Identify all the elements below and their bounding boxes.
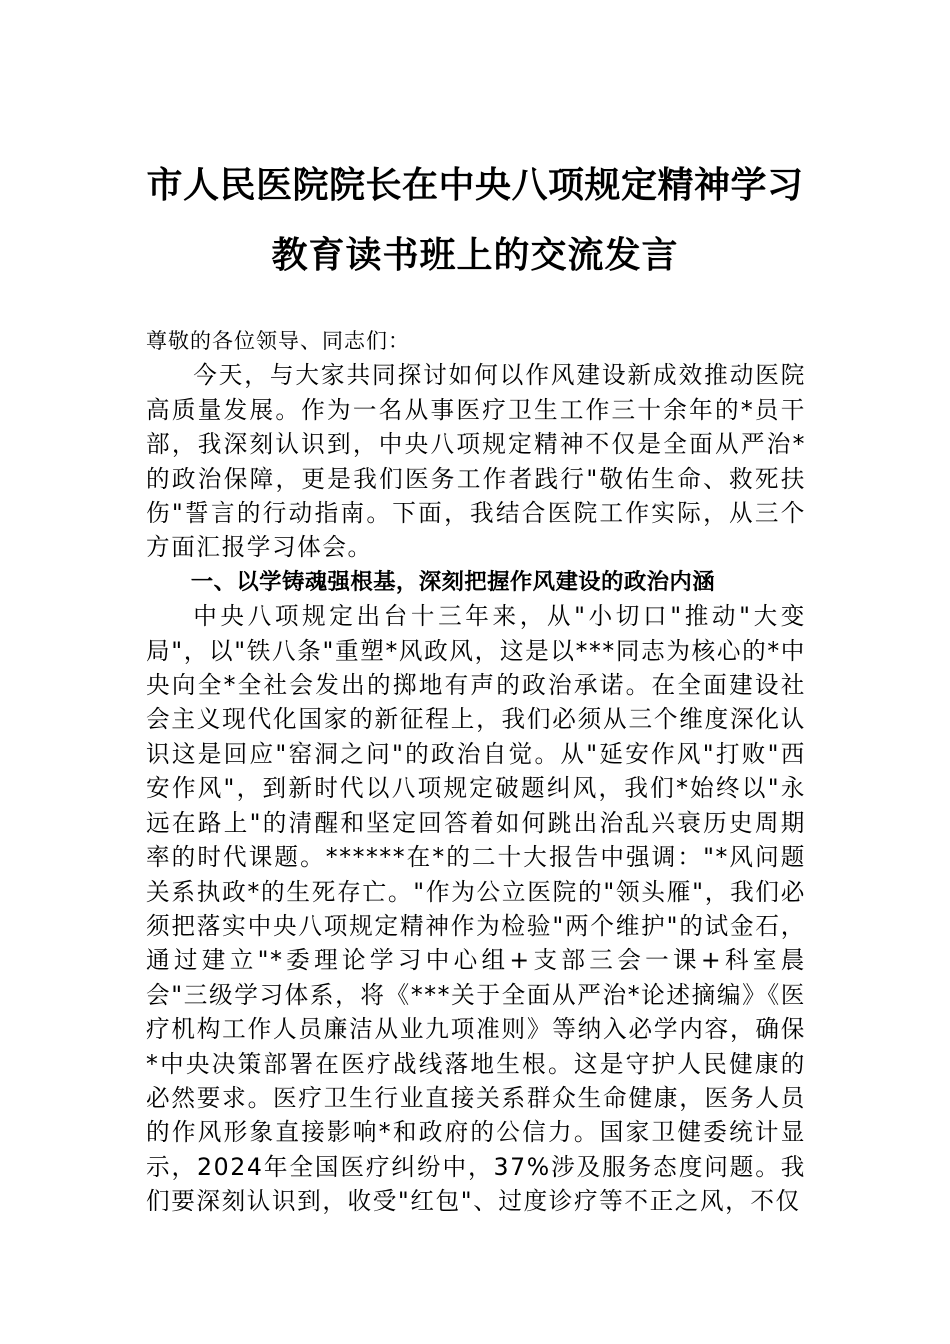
salutation: 尊敬的各位领导、同志们： [146, 329, 410, 353]
section-1-heading: 一、以学铸魂强根基，深刻把握作风建设的政治内涵 [190, 568, 715, 595]
document-title-line-2: 教育读书班上的交流发言 [271, 234, 679, 276]
document-body [146, 324, 806, 1219]
section-1-paragraph: 中央八项规定出台十三年来，从"小切口"推动"大变局"，以"铁八条"重塑*风政风，这是以***同志为核心的*中央向全*全社会发出的掷地有声的政治承诺。在全面建设社会主义现代化国家的新征程上，我们必须从三个维度深化认识这是回应"窑洞之问"的政治自觉。从"延安作风"打败"西安作风"，到新时代以八项规定破题纠风，我们*始终以"永远在路上"的清醒和坚定回答着如何跳出治乱兴衰历史周期率的时代课题。******在*的二十大报告中强调："*风问题关系执政*的生死存亡。"作为公立医院的"领头雁"，我们必须把落实中央八项规定精神作为检验"两个维护"的试金石，通过建立"*委理论学习中心组+支部三会一课+科室晨会"三级学习体系，将《***关于全面从严治*论述摘编》《医疗机构工作人员廉洁从业九项准则》等纳入必学内容，确保*中央决策部署在医疗战线落地生根。这是守护人民健康的必然要求。医疗卫生行业直接关系群众生命健康，医务人员的作风形象直接影响*和政府的公信力。国家卫健委统计显示，2024年全国医疗纠纷中，37%涉及服务态度问题。我们要深刻认识到，收受"红包"、过度诊疗等不正之风，不仅 [146, 602, 806, 1216]
intro-paragraph: 今天，与大家共同探讨如何以作风建设新成效推动医院高质量发展。作为一名从事医疗卫生工作三十余年的*员干部，我深刻认识到，中央八项规定精神不仅是全面从严治*的政治保障，更是我们医务工作者践行"敬佑生命、救死扶伤"誓言的行动指南。下面，我结合医院工作实际，从三个方面汇报学习体会。 [146, 361, 806, 562]
document-title-line-1: 市人民医院院长在中央八项规定精神学习 [146, 164, 804, 206]
